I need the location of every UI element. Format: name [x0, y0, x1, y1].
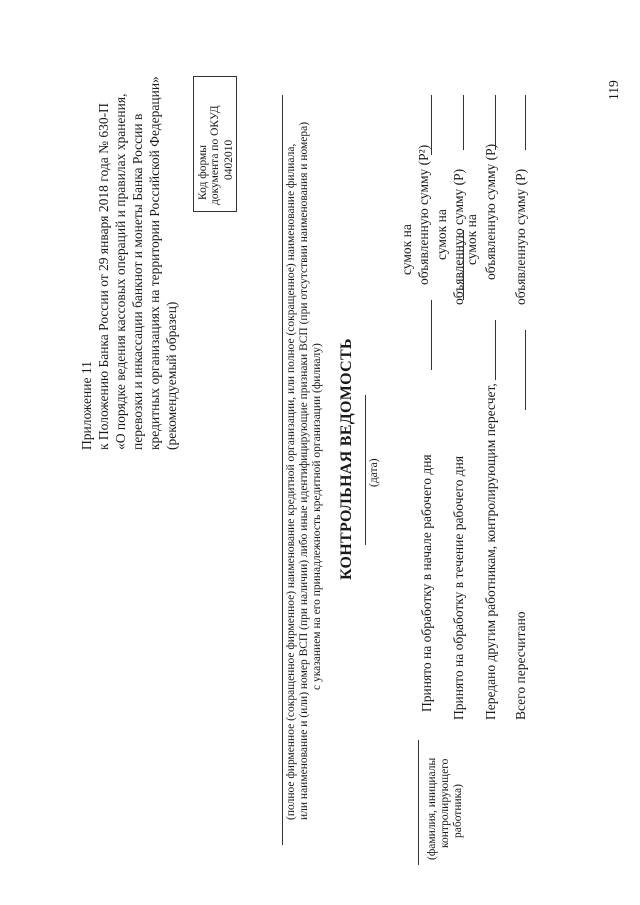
date-caption: (дата): [368, 458, 380, 487]
row-3-word: сумок на: [464, 214, 479, 265]
document-title: КОНТРОЛЬНАЯ ВЕДОМОСТЬ: [338, 338, 355, 580]
row-4-label: Всего пересчитано: [513, 611, 528, 720]
row-4-amount-label: объявленную сумму (Р): [513, 168, 528, 305]
row-1-amount-label: объявленную сумму (Р²): [416, 144, 431, 285]
row-3-count-line: [495, 320, 496, 380]
org-caption-line-3: с указанием на его принадлежность кредитной организации (филиалу): [311, 343, 323, 690]
signer-caption-line-1: (фамилия, инициалы: [426, 757, 438, 860]
row-4-amount-line: [525, 95, 526, 150]
row-3-label: Передано другим работникам, контролирующим пересчет,: [483, 383, 498, 720]
row-1-label: Принято на обработку в начале рабочего дня: [419, 454, 434, 712]
okud-code: 0402010: [223, 139, 235, 180]
page-number: 119: [606, 80, 621, 100]
signer-caption-line-2: контролирующего: [439, 758, 451, 848]
okud-label-2: документа по ОКУД: [209, 105, 221, 205]
row-2-amount-label: объявленную сумму (Р): [451, 168, 466, 305]
okud-label-1: Код формы: [197, 144, 209, 200]
appendix-line-1: Приложение 11: [79, 361, 94, 450]
row-3-amount-label: объявленную сумму (Р): [483, 143, 498, 280]
appendix-line-2: к Положению Банка России от 29 января 2018 года № 630-П: [96, 103, 111, 450]
appendix-line-3: «О порядке ведения кассовых операций и правилах хранения,: [113, 93, 128, 450]
org-caption-line-1: (полное фирменное (сокращенное фирменное) наименование кредитной организации, или полное (сокращенное) наименование филиала,: [285, 143, 297, 820]
row-4-count-line: [525, 330, 526, 410]
date-line: [365, 395, 366, 545]
row-2-label: Принято на обработку в течение рабочего дня: [451, 455, 466, 720]
signer-line: [418, 740, 419, 865]
organization-name-line: [282, 95, 283, 845]
row-2-word: сумок на: [434, 209, 449, 260]
row-3-amount-line: [495, 95, 496, 150]
appendix-line-6: (рекомендуемый образец): [164, 301, 179, 450]
org-caption-line-2: или наименование и (или) номер ВСП (при наличии) либо иные идентифицирующие признаки ВСП (при отсутствии наименования и номера): [298, 121, 310, 820]
signer-caption-line-3: работника): [452, 784, 464, 838]
appendix-line-4: перевозки и инкассации банкнот и монеты Банка России в: [130, 113, 145, 450]
row-2-amount-line: [463, 95, 464, 150]
row-1-amount-line: [431, 95, 432, 155]
appendix-line-5: кредитных организациях на территории Российской Федерации»: [147, 76, 162, 450]
row-1-word: сумок на: [399, 224, 414, 275]
row-1-count-line: [431, 300, 432, 370]
